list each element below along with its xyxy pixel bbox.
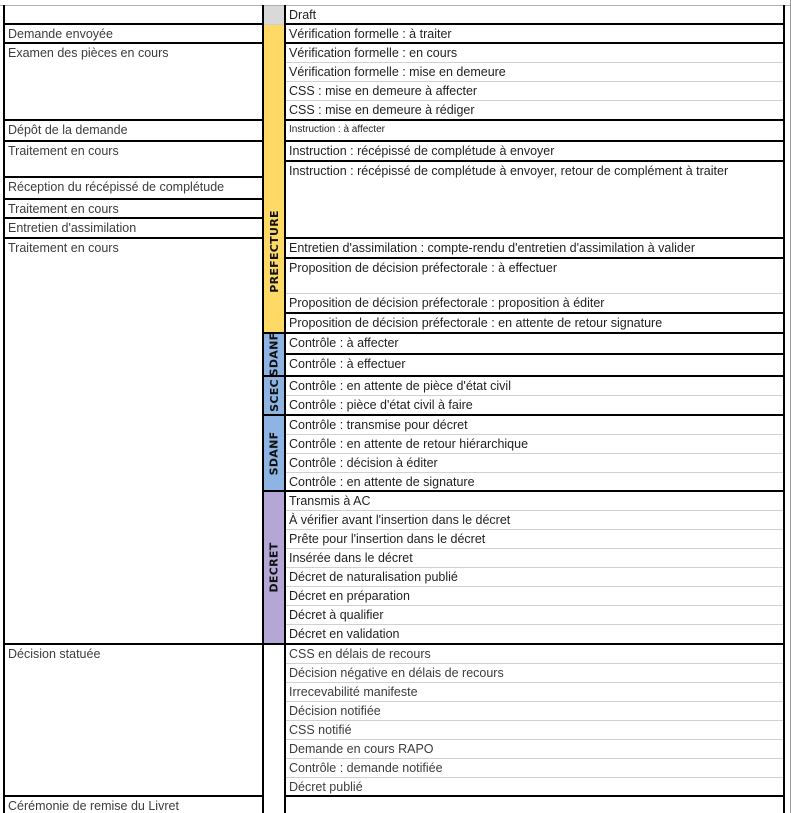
left-cell[interactable]: Examen des pièces en cours	[8, 46, 169, 60]
left-cell[interactable]: Traitement en cours	[8, 144, 119, 158]
status-cell[interactable]: Contrôle : décision à éditer	[289, 456, 438, 470]
status-cell[interactable]: Entretien d'assimilation : compte-rendu d'entretien d'assimilation à valider	[289, 241, 695, 255]
status-cell[interactable]: Transmis à AC	[289, 494, 371, 508]
status-cell[interactable]: Proposition de décision préfectorale : à effectuer	[289, 261, 557, 275]
status-cell[interactable]: Contrôle : pièce d'état civil à faire	[289, 398, 473, 412]
status-cell[interactable]: Vérification formelle : à traiter	[289, 27, 452, 41]
grid-line-h	[285, 490, 784, 492]
left-cell[interactable]: Dépôt de la demande	[8, 123, 128, 137]
status-cell[interactable]: Demande en cours RAPO	[289, 742, 434, 756]
status-cell[interactable]: CSS notifié	[289, 723, 352, 737]
grid-line-h	[4, 23, 263, 25]
status-cell[interactable]: Contrôle : demande notifiée	[289, 761, 443, 775]
status-cell[interactable]: CSS : mise en demeure à affecter	[289, 84, 478, 98]
grid-line-h	[285, 312, 784, 314]
status-cell[interactable]: CSS en délais de recours	[289, 647, 431, 661]
grid-line-h	[285, 605, 784, 606]
status-cell[interactable]: Contrôle : à affecter	[289, 336, 399, 350]
grid-line-h	[263, 643, 285, 645]
grid-line-h	[285, 739, 784, 740]
grid-line-h	[263, 375, 285, 377]
status-cell[interactable]: Décision notifiée	[289, 704, 381, 718]
grid-line-h	[263, 414, 285, 416]
left-cell[interactable]: Entretien d'assimilation	[8, 221, 137, 235]
status-cell[interactable]: Vérification formelle : en cours	[289, 46, 458, 60]
left-cell[interactable]: Demande envoyée	[8, 27, 113, 41]
band-label	[263, 332, 285, 377]
grid-line-h	[285, 414, 784, 416]
grid-line-h	[263, 332, 285, 334]
status-cell[interactable]: Vérification formelle : mise en demeure	[289, 65, 506, 79]
grid-line-h	[4, 237, 263, 239]
left-cell[interactable]: Traitement en cours	[8, 202, 119, 216]
grid-line-h	[285, 332, 784, 334]
grid-line-h	[285, 643, 784, 645]
left-cell[interactable]: Cérémonie de remise du Livret	[8, 799, 179, 813]
band-label-text: DECRET	[267, 542, 281, 593]
status-cell[interactable]: Décret en préparation	[289, 589, 410, 603]
status-cell[interactable]: Contrôle : à effectuer	[289, 357, 406, 371]
status-cell[interactable]: Proposition de décision préfectorale : proposition à éditer	[289, 296, 605, 310]
grid-line-h	[285, 510, 784, 511]
grid-line-h	[4, 217, 263, 219]
grid-line-v	[284, 5, 286, 813]
status-cell[interactable]: Décret à qualifier	[289, 608, 384, 622]
grid-line-v	[262, 5, 264, 813]
grid-line-h	[285, 375, 784, 377]
status-cell[interactable]: Instruction : à affecter	[289, 124, 385, 135]
band-label	[263, 171, 285, 331]
grid-line-h	[285, 548, 784, 549]
status-cell[interactable]: Décret en validation	[289, 627, 400, 641]
grid-line-h	[4, 140, 263, 142]
status-cell[interactable]: Prête pour l'insertion dans le décret	[289, 532, 486, 546]
grid-line-h	[285, 795, 784, 797]
left-cell[interactable]: Décision statuée	[8, 647, 101, 661]
status-cell[interactable]: Contrôle : transmise pour décret	[289, 418, 468, 432]
grid-line-v	[3, 5, 5, 813]
status-cell[interactable]: À vérifier avant l'insertion dans le décret	[289, 513, 511, 527]
band-label-text: SDANF	[267, 332, 281, 377]
status-cell[interactable]: Contrôle : en attente de retour hiérarchique	[289, 437, 529, 451]
grid-line-h	[0, 5, 791, 6]
status-cell[interactable]: Décret publié	[289, 780, 363, 794]
grid-line-h	[285, 23, 784, 25]
grid-line-h	[285, 682, 784, 683]
band-label	[263, 493, 285, 642]
band-prefecture	[263, 24, 285, 333]
grid-line-h	[285, 100, 784, 101]
grid-line-h	[4, 119, 263, 121]
band-label-text: SCEC	[267, 379, 281, 412]
grid-line-h	[285, 160, 784, 162]
grid-line-h	[285, 119, 784, 121]
grid-line-h	[4, 643, 263, 645]
status-cell[interactable]: Irrecevabilité manifeste	[289, 685, 418, 699]
status-cell[interactable]: Contrôle : en attente de pièce d'état civil	[289, 379, 511, 393]
grid-line-h	[4, 176, 263, 178]
grid-line-h	[4, 795, 263, 797]
left-cell[interactable]: Traitement en cours	[8, 241, 119, 255]
grid-line-h	[285, 567, 784, 568]
band-sdanf	[263, 415, 285, 491]
grid-line-h	[4, 198, 263, 200]
grid-line-h	[285, 472, 784, 473]
grid-line-h	[285, 81, 784, 82]
status-cell[interactable]: Contrôle : en attente de signature	[289, 475, 475, 489]
left-cell[interactable]: Réception du récépissé de complétude	[8, 180, 225, 194]
grid-line-h	[285, 758, 784, 759]
band-decret	[263, 491, 285, 644]
band-label-text: SDANF	[267, 431, 281, 475]
grid-line-h	[285, 434, 784, 435]
status-cell[interactable]: Draft	[289, 8, 317, 22]
status-cell[interactable]: Insérée dans le décret	[289, 551, 413, 565]
grid-line-h	[285, 353, 784, 355]
status-cell[interactable]: Décision négative en délais de recours	[289, 666, 504, 680]
status-cell[interactable]: CSS : mise en demeure à rédiger	[289, 103, 475, 117]
grid-line-h	[285, 720, 784, 721]
grid-line-h	[4, 42, 263, 44]
grid-line-h	[285, 453, 784, 454]
band-label	[263, 417, 285, 489]
band-label-text: PREFECTURE	[267, 209, 281, 293]
grid-line-h	[285, 624, 784, 625]
grid-line-h	[285, 529, 784, 530]
grid-line-h	[285, 586, 784, 587]
header-grey-cell	[263, 5, 285, 24]
grid-line-h	[285, 237, 784, 239]
grid-line-v	[783, 5, 785, 813]
grid-line-h	[285, 293, 784, 294]
grid-line-h	[285, 777, 784, 778]
grid-line-h	[285, 395, 784, 396]
grid-line-h	[285, 257, 784, 259]
status-cell[interactable]: Décret de naturalisation publié	[289, 570, 458, 584]
grid-line-h	[285, 62, 784, 63]
status-cell[interactable]: Instruction : récépissé de complétude à envoyer, retour de complément à traiter	[289, 164, 729, 178]
status-cell[interactable]: Proposition de décision préfectorale : en attente de retour signature	[289, 316, 663, 330]
grid-line-h	[285, 42, 784, 44]
band-label	[263, 378, 285, 413]
band-sdanf	[263, 333, 285, 376]
grid-line-h	[285, 140, 784, 142]
status-cell[interactable]: Instruction : récépissé de complétude à envoyer	[289, 144, 555, 158]
grid-line-h	[285, 663, 784, 664]
grid-line-h	[263, 490, 285, 492]
grid-line-h	[285, 701, 784, 702]
band-scec	[263, 376, 285, 415]
grid-line-h	[263, 24, 285, 25]
